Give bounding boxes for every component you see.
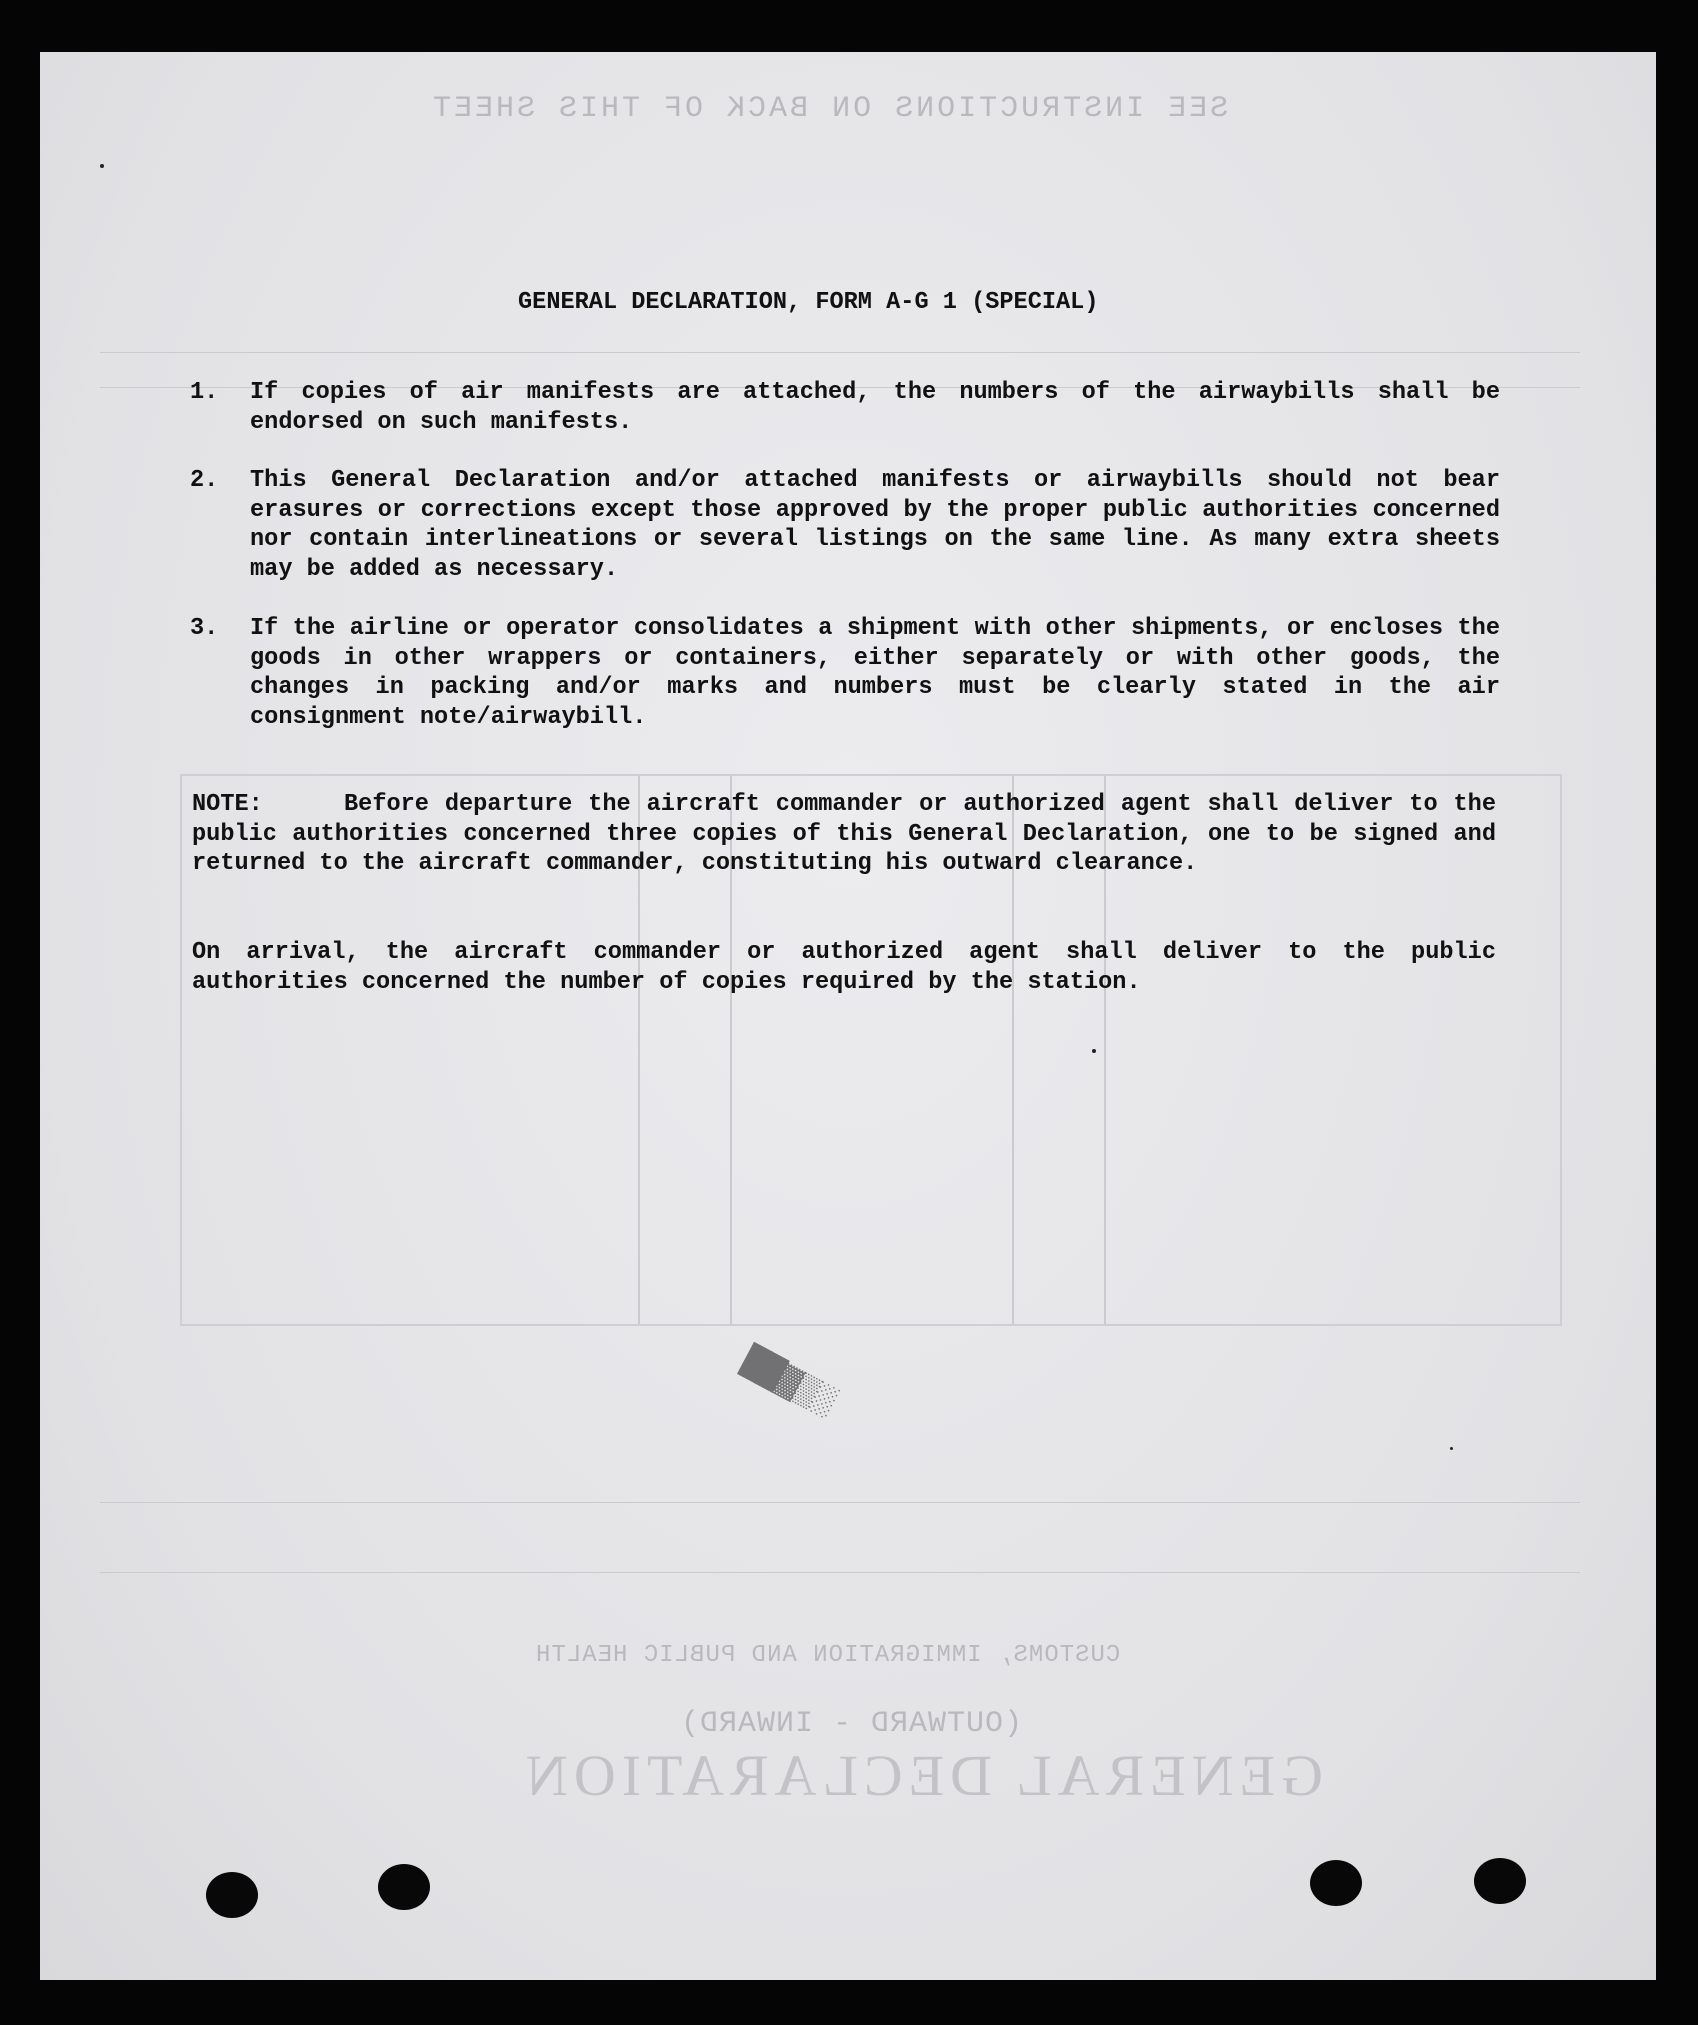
punch-hole [1310,1860,1362,1906]
item-number: 2. [190,467,219,494]
item-number: 3. [190,615,219,642]
note-text: Before departure the aircraft commander or authorized agent shall deliver to the public authorities concerned three copies of this General Declaration, one to be signed and returned to the aircraft commander, constituting his outward clearance. [192,791,1496,877]
item-number: 1. [190,379,219,406]
bleed-through-rule [100,352,1580,353]
bleed-through-top-line: SEE INSTRUCTIONS ON BACK OF THIS SHEET [430,92,1229,126]
bleed-through-rule [100,1502,1580,1503]
scan-speck [1092,1049,1096,1053]
bleed-through-rule [100,1572,1580,1573]
note-paragraph [192,790,1496,879]
arrival-paragraph: On arrival, the aircraft commander or authorized agent shall deliver to the public authorities concerned the number of copies required by the station. [192,939,1496,996]
stamp-mark: ██▓▒░ [737,1342,839,1418]
punch-hole [206,1872,258,1918]
bleed-through-bottom-line: CUSTOMS, IMMIGRATION AND PUBLIC HEALTH [535,1642,1121,1669]
punch-hole [1474,1858,1526,1904]
instruction-item: This General Declaration and/or attached manifests or airwaybills should not bear erasures or corrections except those approved by the proper public authorities concerned nor contain interlineations or several listings on the same line. As many extra sheets may be added as necessary. [250,467,1500,583]
scan-speck [100,164,104,168]
punch-hole [378,1864,430,1910]
page-title: GENERAL DECLARATION, FORM A-G 1 (SPECIAL) [518,289,1099,316]
document-page [40,52,1656,1980]
scan-speck [1450,1447,1453,1450]
bleed-through-subheading: (OUTWARD - INWARD) [680,1707,1023,1741]
note-label: NOTE: [192,791,263,818]
instruction-item: If copies of air manifests are attached, the numbers of the airwaybills shall be endorsed on such manifests. [250,379,1500,436]
bleed-through-heading: GENERAL DECLARATION [520,1743,1323,1808]
instruction-item: If the airline or operator consolidates a shipment with other shipments, or encloses the goods in other wrappers or containers, either separately or with other goods, the changes in packing and/or marks and numbers must be clearly stated in the air consignment note/airwaybill. [250,615,1500,731]
